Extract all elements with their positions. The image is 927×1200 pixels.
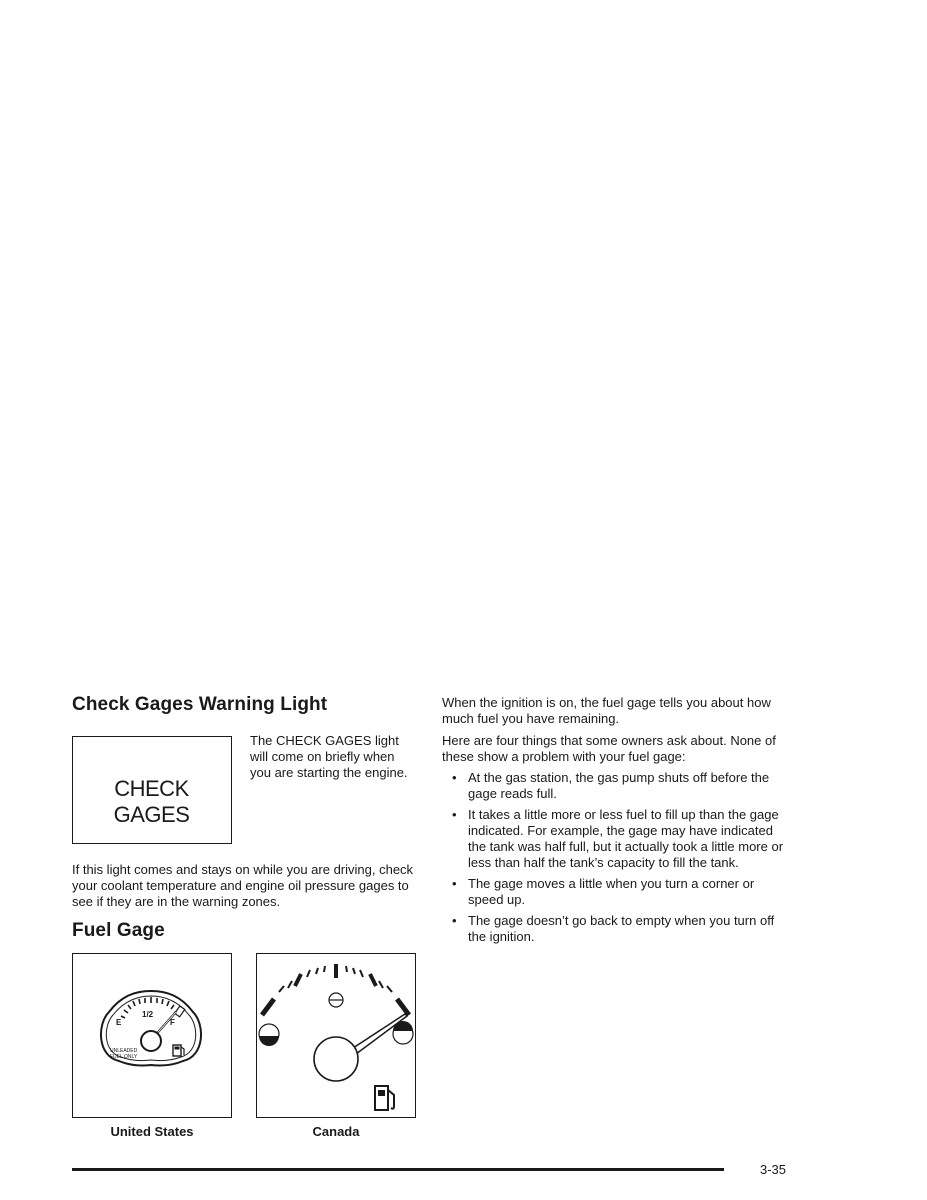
us-gauge-fuel-note: [110, 1048, 137, 1060]
fuel-gage-intro: When the ignition is on, the fuel gage tells you about how much fuel you have remaining.: [442, 695, 771, 726]
list-item: [442, 876, 792, 908]
us-fuel-gauge-illustration: [73, 954, 230, 1116]
fuel-note-line-1: UNLEADED: [110, 1048, 138, 1054]
bullet-dot: •: [452, 876, 457, 891]
list-item: [442, 807, 792, 871]
fuel-gage-lead: Here are four things that some owners ask about. None of these show a problem with your fuel gage:: [442, 733, 776, 764]
check-gages-heading: Check Gages Warning Light: [72, 694, 328, 715]
fuel-gage-heading: Fuel Gage: [72, 920, 165, 941]
fuel-note-line-2: FUEL ONLY: [110, 1054, 138, 1060]
us-gauge-half-label: 1/2: [142, 1010, 154, 1019]
fuel-gage-bullet-list: [442, 770, 792, 945]
bullet-dot: •: [452, 913, 457, 928]
list-item-text: It takes a little more or less fuel to fill up than the gage indicated. For example, the gage may have indicated the tank was half full, but it actually took a little more or less than half the tank’s capacity to fill the tank.: [468, 807, 784, 870]
check-gages-paragraph: If this light comes and stays on while you are driving, check your coolant temperature and engine oil pressure gages to see if they are in the warning zones.: [72, 862, 414, 909]
right-column: [442, 695, 792, 950]
canada-fuel-gauge-figure: [256, 953, 416, 1118]
bullet-dot: •: [452, 807, 457, 822]
list-item-text: The gage moves a little when you turn a corner or speed up.: [468, 876, 755, 907]
us-gauge-caption: United States: [110, 1124, 194, 1139]
footer-rule: [72, 1168, 724, 1171]
list-item-text: The gage doesn’t go back to empty when you turn off the ignition.: [468, 913, 775, 944]
canada-gauge-caption: Canada: [312, 1124, 360, 1139]
list-item: [442, 913, 792, 945]
us-gauge-full-label: F: [170, 1018, 175, 1027]
check-gages-side-text: The CHECK GAGES light will come on briefly when you are starting the engine.: [250, 733, 408, 780]
indicator-line-2: GAGES: [113, 802, 190, 827]
page-number: 3-35: [760, 1162, 787, 1177]
canada-fuel-gauge-illustration: [257, 954, 414, 1116]
us-gauge-empty-label: E: [116, 1018, 122, 1027]
fuel-pump-icon: [375, 1086, 394, 1110]
list-item: [442, 770, 792, 802]
us-fuel-gauge-figure: [72, 953, 232, 1118]
list-item-text: At the gas station, the gas pump shuts off before the gage reads full.: [468, 770, 770, 801]
bullet-dot: •: [452, 770, 457, 785]
check-gages-indicator-figure: [72, 736, 232, 844]
indicator-line-1: CHECK: [114, 776, 189, 801]
fuel-pump-icon: [173, 1045, 184, 1056]
check-gages-indicator-label: [73, 776, 230, 828]
